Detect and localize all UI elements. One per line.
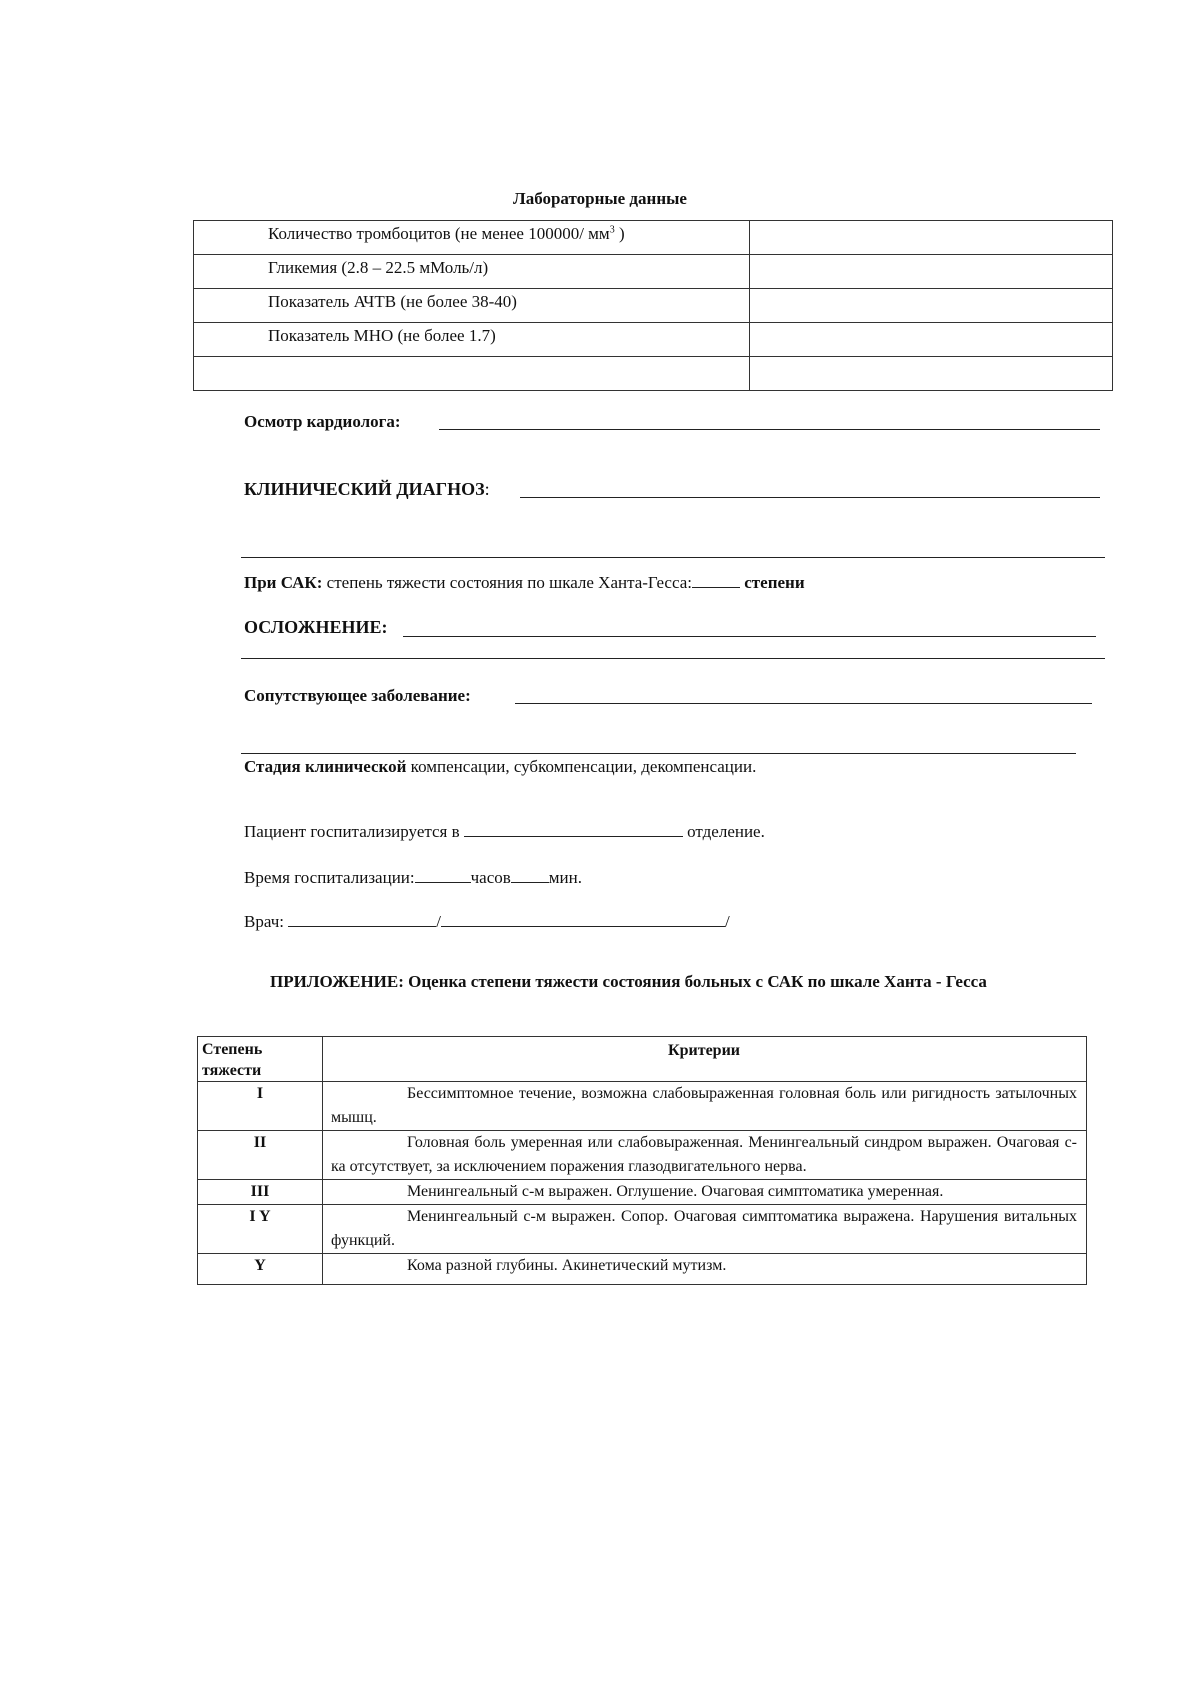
criteria-cell: Бессимптомное течение, возможна слабовыраженная головная боль или ригидность затылочных мышц. bbox=[323, 1082, 1087, 1131]
lab-param: Показатель МНО (не более 1.7) bbox=[194, 323, 750, 357]
department-field[interactable] bbox=[464, 822, 683, 837]
degree-cell: II bbox=[198, 1131, 323, 1180]
lab-param[interactable] bbox=[194, 357, 750, 391]
comorbid-field-line-2[interactable] bbox=[241, 736, 1076, 754]
stage-line: Стадия клинической компенсации, субкомпенсации, декомпенсации. bbox=[244, 757, 757, 776]
doctor-line: Врач: / / bbox=[244, 912, 730, 931]
lab-row-empty bbox=[194, 357, 1113, 391]
lab-param: Гликемия (2.8 – 22.5 мМоль/л) bbox=[194, 255, 750, 289]
lab-row-glucose bbox=[194, 255, 1113, 289]
criteria-cell: Кома разной глубины. Акинетический мутизм. bbox=[323, 1254, 1087, 1285]
lab-param: Количество тромбоцитов (не менее 100000/ $мм^3$ ) bbox=[194, 221, 750, 255]
criteria-cell: Головная боль умеренная или слабовыраженная. Менингеальный синдром выражен. Очаговая с-ка отсутствует, за исключением поражения глазодвигательного нерва. bbox=[323, 1131, 1087, 1180]
minutes-field[interactable] bbox=[511, 868, 549, 883]
lab-value-field[interactable] bbox=[749, 323, 1112, 357]
lab-value-field[interactable] bbox=[749, 289, 1112, 323]
degree-cell: III bbox=[198, 1180, 323, 1205]
sak-line: При САК: степень тяжести состояния по шкале Ханта-Гесса: степени bbox=[244, 573, 805, 592]
sak-degree-field[interactable] bbox=[692, 573, 740, 588]
lab-row-aptt bbox=[194, 289, 1113, 323]
hunt-hess-table bbox=[197, 1036, 1087, 1285]
diagnosis-label: КЛИНИЧЕСКИЙ ДИАГНОЗ: bbox=[244, 479, 490, 499]
header-degree: Степень тяжести bbox=[198, 1037, 323, 1082]
complication-label: ОСЛОЖНЕНИЕ: bbox=[244, 617, 388, 637]
hospitalization-time-line: Время госпитализации: часов мин. bbox=[244, 868, 582, 887]
lab-row-platelets bbox=[194, 221, 1113, 255]
header-criteria: Критерии bbox=[323, 1037, 1087, 1082]
cardiologist-label: Осмотр кардиолога: bbox=[244, 412, 401, 431]
lab-title: Лабораторные данные bbox=[513, 189, 687, 208]
comorbid-field[interactable] bbox=[515, 686, 1092, 704]
doctor-signature-field[interactable] bbox=[441, 912, 725, 927]
doctor-name-field[interactable] bbox=[288, 912, 436, 927]
lab-table bbox=[193, 220, 1113, 391]
hunt-hess-header-row bbox=[198, 1037, 1087, 1082]
cardiologist-field[interactable] bbox=[439, 412, 1100, 430]
diagnosis-field-line-2[interactable] bbox=[241, 540, 1105, 558]
table-row bbox=[198, 1205, 1087, 1254]
criteria-cell: Менингеальный с-м выражен. Оглушение. Очаговая симптоматика умеренная. bbox=[323, 1180, 1087, 1205]
complication-field[interactable] bbox=[403, 617, 1096, 637]
degree-cell: Y bbox=[198, 1254, 323, 1285]
comorbid-label: Сопутствующее заболевание: bbox=[244, 686, 471, 705]
lab-param: Показатель АЧТВ (не более 38-40) bbox=[194, 289, 750, 323]
lab-row-inr bbox=[194, 323, 1113, 357]
lab-param-sup: 3 bbox=[609, 224, 615, 236]
criteria-cell: Менингеальный с-м выражен. Сопор. Очаговая симптоматика выражена. Нарушения витальных функций. bbox=[323, 1205, 1087, 1254]
hours-field[interactable] bbox=[415, 868, 471, 883]
table-row bbox=[198, 1254, 1087, 1285]
table-row bbox=[198, 1131, 1087, 1180]
complication-field-line-2[interactable] bbox=[241, 641, 1105, 659]
degree-cell: I Y bbox=[198, 1205, 323, 1254]
table-row bbox=[198, 1180, 1087, 1205]
table-row bbox=[198, 1082, 1087, 1131]
lab-value-field[interactable] bbox=[749, 221, 1112, 255]
degree-cell: I bbox=[198, 1082, 323, 1131]
diagnosis-field[interactable] bbox=[520, 479, 1100, 498]
appendix-title: ПРИЛОЖЕНИЕ: Оценка степени тяжести состояния больных с САК по шкале Ханта - Гесса bbox=[270, 972, 987, 991]
lab-value-field[interactable] bbox=[749, 255, 1112, 289]
hospitalization-line: Пациент госпитализируется в отделение. bbox=[244, 822, 765, 841]
lab-value-field[interactable] bbox=[749, 357, 1112, 391]
